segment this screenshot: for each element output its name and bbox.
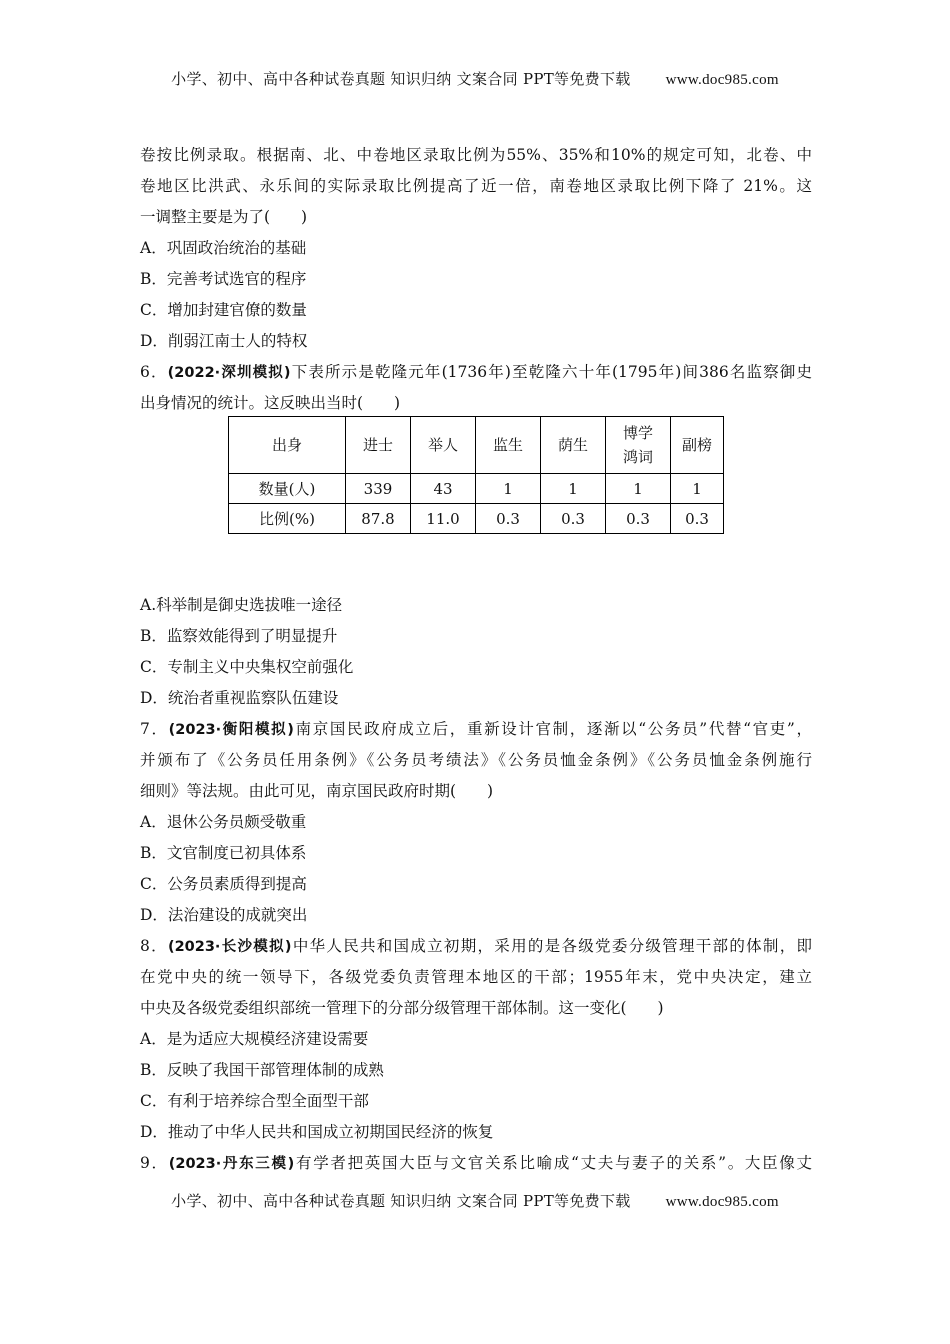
table-cell: 1	[606, 474, 671, 504]
q7-stem-line-3: 细则》等法规。由此可见，南京国民政府时期( )	[140, 782, 494, 800]
page-footer	[0, 1190, 950, 1211]
header-text: 小学、初中、高中各种试卷真题 知识归纳 文案合同 PPT等免费下载	[171, 70, 631, 88]
question-body-bottom	[140, 590, 812, 1179]
q8-option-c: C．有利于培养综合型全面型干部	[140, 1092, 369, 1110]
th-hongci: 鸿词	[622, 448, 653, 466]
q8-option-b: B．反映了我国干部管理体制的成熟	[140, 1061, 384, 1079]
th-origin: 出身	[229, 417, 346, 474]
q5-line-2: 卷地区比洪武、永乐间的实际录取比例提高了近一倍，南卷地区录取比例下降了 21%。这	[140, 177, 812, 195]
question-body-top	[140, 140, 812, 419]
q7-stem-line-2: 并颁布了《公务员任用条例》《公务员考绩法》《公务员恤金条例》《公务员恤金条例施行	[140, 751, 812, 769]
q8-stem-line-1	[140, 931, 812, 962]
table-cell: 1	[476, 474, 541, 504]
q8-option-d: D．推动了中华人民共和国成立初期国民经济的恢复	[140, 1123, 494, 1141]
q6-number: 6．	[140, 363, 168, 381]
th-fubang: 副榜	[671, 417, 724, 474]
table-cell: 1	[541, 474, 606, 504]
table-cell: 比例(%)	[229, 504, 346, 534]
table-cell: 0.3	[606, 504, 671, 534]
q5-option-c: C．增加封建官僚的数量	[140, 301, 307, 319]
th-jinshi: 进士	[346, 417, 411, 474]
q6-stem-text: 下表所示是乾隆元年(1736年)至乾隆六十年(1795年)间386名监察御史	[290, 363, 812, 381]
table-cell: 1	[671, 474, 724, 504]
table-cell: 87.8	[346, 504, 411, 534]
table-cell: 0.3	[541, 504, 606, 534]
table-cell: 43	[411, 474, 476, 504]
table-row	[229, 504, 724, 534]
q9-source: (2023·丹东三模)	[168, 1156, 295, 1172]
table-cell: 数量(人)	[229, 474, 346, 504]
q6-stem-line-2: 出身情况的统计。这反映出当时( )	[140, 394, 401, 412]
q7-option-c: C．公务员素质得到提高	[140, 875, 307, 893]
header-url[interactable]: www.doc985.com	[665, 72, 779, 88]
q7-option-a: A．退休公务员颇受敬重	[140, 813, 307, 831]
th-boxue: 博学	[622, 424, 653, 442]
footer-text: 小学、初中、高中各种试卷真题 知识归纳 文案合同 PPT等免费下载	[171, 1192, 631, 1210]
th-juren: 举人	[411, 417, 476, 474]
footer-url[interactable]: www.doc985.com	[665, 1194, 779, 1210]
th-jiansheng: 监生	[476, 417, 541, 474]
q8-stem-text: 中华人民共和国成立初期，采用的是各级党委分级管理干部的体制，即	[291, 937, 812, 955]
q9-number: 9．	[140, 1154, 169, 1172]
q7-source: (2023·衡阳模拟)	[168, 722, 294, 738]
th-boxue-hongci	[606, 417, 671, 474]
table-cell: 0.3	[671, 504, 724, 534]
page-header	[0, 68, 950, 89]
q6-option-d: D．统治者重视监察队伍建设	[140, 689, 339, 707]
q7-option-d: D．法治建设的成就突出	[140, 906, 308, 924]
q7-stem-line-1	[140, 714, 812, 745]
q6-source: (2022·深圳模拟)	[167, 365, 291, 381]
q6-option-a: A.科举制是御史选拔唯一途径	[140, 596, 343, 614]
q7-stem-text: 南京国民政府成立后，重新设计官制，逐渐以“公务员”代替“官吏”，	[293, 720, 812, 738]
table-cell: 339	[346, 474, 411, 504]
q6-option-b: B．监察效能得到了明显提升	[140, 627, 338, 645]
q6-stem-line-1	[140, 357, 812, 388]
q5-option-b: B．完善考试选官的程序	[140, 270, 307, 288]
table-cell: 11.0	[411, 504, 476, 534]
q8-option-a: A．是为适应大规模经济建设需要	[140, 1030, 369, 1048]
q8-stem-line-3: 中央及各级党委组织部统一管理下的分部分级管理干部体制。这一变化( )	[140, 999, 664, 1017]
q7-number: 7．	[140, 720, 169, 738]
q5-line-3: 一调整主要是为了( )	[140, 208, 308, 226]
table-header-row	[229, 417, 724, 474]
q7-option-b: B．文官制度已初具体系	[140, 844, 307, 862]
q8-source: (2023·长沙模拟)	[167, 939, 292, 955]
q9-stem-text: 有学者把英国大臣与文官关系比喻成“丈夫与妻子的关系”。大臣像丈	[294, 1154, 812, 1172]
q5-line-1: 卷按比例录取。根据南、北、中卷地区录取比例为55%、35%和10%的规定可知，北卷、中	[140, 146, 812, 164]
q6-option-c: C．专制主义中央集权空前强化	[140, 658, 354, 676]
th-yinsheng: 荫生	[541, 417, 606, 474]
q5-option-d: D．削弱江南士人的特权	[140, 332, 308, 350]
table-cell: 0.3	[476, 504, 541, 534]
q8-stem-line-2: 在党中央的统一领导下，各级党委负责管理本地区的干部；1955年末，党中央决定，建立	[140, 968, 812, 986]
censor-origin-table	[228, 416, 724, 534]
q5-option-a: A．巩固政治统治的基础	[140, 239, 307, 257]
table-row	[229, 474, 724, 504]
q9-stem-line-1	[140, 1148, 812, 1179]
q8-number: 8．	[140, 937, 168, 955]
